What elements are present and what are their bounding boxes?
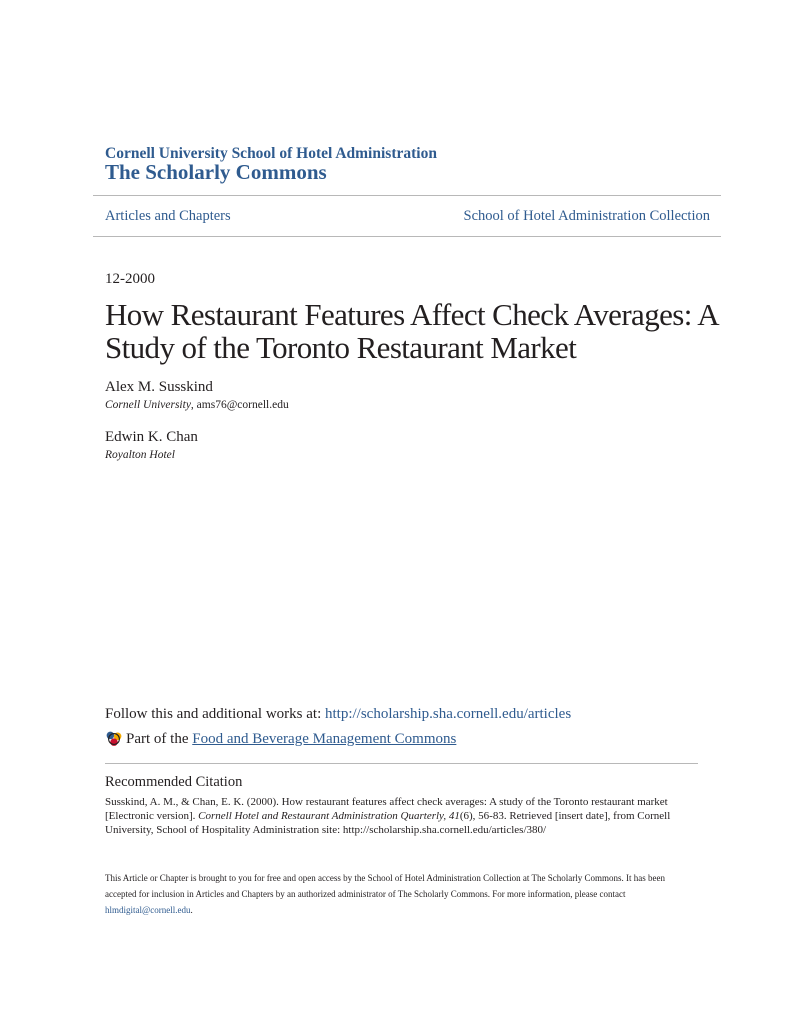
institution-name[interactable]: Cornell University School of Hotel Administration [105,145,437,162]
follow-url-link[interactable]: http://scholarship.sha.cornell.edu/articles [324,706,572,722]
citation-part-b: (6), 56-83. Retrieved [insert date], from Cornell University, School of Hospitality Administration site: http://scholarship.sha.cornell.edu/articles/380/ [105,810,671,836]
follow-line [105,706,571,723]
collection-link[interactable]: School of Hotel Administration Collection [463,208,710,224]
author-name: Alex M. Susskind [105,379,213,395]
footer-notice [105,870,695,918]
article-title: How Restaurant Features Affect Check Averages: A Study of the Toronto Restaurant Market [105,297,718,365]
citation-text [105,795,680,837]
citation-heading: Recommended Citation [105,774,243,790]
author-email: , ams76@cornell.edu [190,399,289,411]
author-name: Edwin K. Chan [105,429,198,445]
citation-journal: Cornell Hotel and Restaurant Administration Quarterly, 41 [198,810,460,822]
affiliation-institution: Cornell University [105,399,191,411]
follow-text: Follow this and additional works at: [105,706,325,722]
header-rule-bottom [93,236,721,237]
part-of-line [105,730,456,748]
header-rule-top [93,195,721,196]
citation-part-a: Susskind, A. M., & Chan, E. K. (2000). How restaurant features affect check averages: A study of the Toronto restaurant market [Electronic version]. [105,796,668,822]
citation-rule [105,763,698,764]
repository-name[interactable]: The Scholarly Commons [105,160,327,184]
footer-text: This Article or Chapter is brought to you for free and open access by the School of Hotel Administration Collection at The Scholarly Commons. It has been accepted for inclusion in Articles and Chapters by an authorized administrator of The Scholarly Commons. For more information, please contact [105,873,665,899]
part-of-text: Part of the [126,730,193,747]
food-beverage-commons-link[interactable]: Food and Beverage Management Commons [192,730,457,747]
author-affiliation [105,449,175,461]
author-affiliation [105,399,289,411]
publication-date: 12-2000 [105,271,155,287]
contact-email-link[interactable]: hlmdigital@cornell.edu [105,905,191,915]
footer-end: . [190,905,193,915]
articles-and-chapters-link[interactable]: Articles and Chapters [105,208,231,224]
commons-network-icon [105,730,123,748]
affiliation-institution: Royalton Hotel [105,449,175,461]
